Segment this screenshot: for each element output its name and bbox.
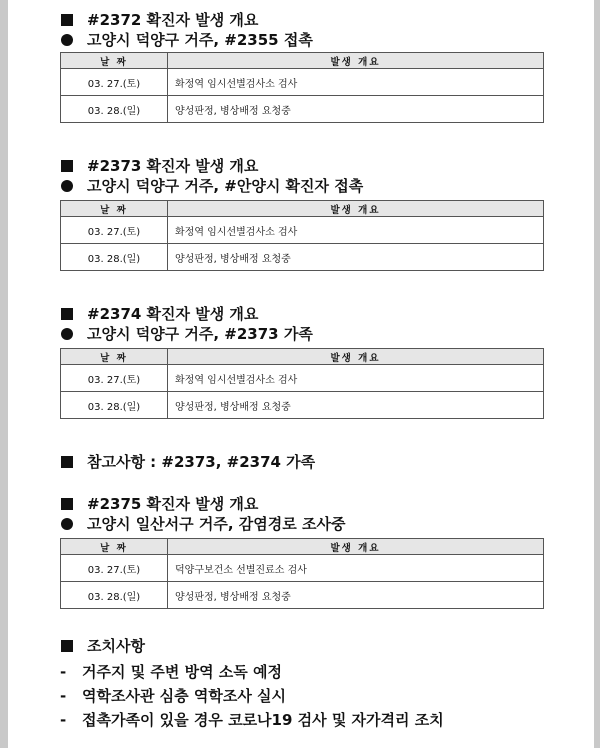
table-header-row bbox=[61, 53, 544, 69]
case-2374-heading bbox=[60, 304, 560, 344]
table-row bbox=[61, 582, 544, 609]
reference-note bbox=[60, 452, 315, 472]
case-title: #2373 확진자 발생 개요 bbox=[87, 157, 259, 175]
case-title: #2372 확진자 발생 개요 bbox=[87, 11, 259, 29]
dash-bullet-icon: - bbox=[60, 711, 67, 729]
row-event: 양성판정, 병상배정 요청중 bbox=[168, 96, 544, 123]
table-header-row bbox=[61, 539, 544, 555]
row-date: 03. 28.(일) bbox=[61, 392, 168, 419]
list-item: - 접촉가족이 있을 경우 코로나19 검사 및 자가격리 조치 bbox=[60, 708, 580, 732]
circle-bullet-icon bbox=[61, 34, 73, 46]
case-detail: 고양시 덕양구 거주, #2355 접촉 bbox=[87, 31, 313, 49]
date-column-header: 날 짜 bbox=[61, 349, 168, 365]
square-bullet-icon bbox=[61, 640, 73, 652]
measures-title: 조치사항 bbox=[87, 637, 145, 655]
case-detail: 고양시 일산서구 거주, 감염경로 조사중 bbox=[87, 515, 346, 533]
overview-column-header: 발생 개요 bbox=[168, 349, 544, 365]
case-2375-heading bbox=[60, 494, 560, 534]
row-event: 양성판정, 병상배정 요청중 bbox=[168, 392, 544, 419]
square-bullet-icon bbox=[61, 160, 73, 172]
table-header-row bbox=[61, 201, 544, 217]
row-date: 03. 28.(일) bbox=[61, 244, 168, 271]
row-date: 03. 27.(토) bbox=[61, 555, 168, 582]
page-frame-left bbox=[0, 0, 8, 748]
square-bullet-icon bbox=[61, 14, 73, 26]
row-event: 양성판정, 병상배정 요청중 bbox=[168, 582, 544, 609]
list-item: - 역학조사관 심층 역학조사 실시 bbox=[60, 684, 580, 708]
row-event: 화정역 임시선별검사소 검사 bbox=[168, 365, 544, 392]
table-row bbox=[61, 365, 544, 392]
case-title: #2374 확진자 발생 개요 bbox=[87, 305, 259, 323]
row-date: 03. 28.(일) bbox=[61, 582, 168, 609]
table-row bbox=[61, 217, 544, 244]
overview-column-header: 발생 개요 bbox=[168, 53, 544, 69]
case-2373-table bbox=[60, 200, 544, 271]
row-event: 화정역 임시선별검사소 검사 bbox=[168, 217, 544, 244]
overview-column-header: 발생 개요 bbox=[168, 539, 544, 555]
dash-bullet-icon: - bbox=[60, 663, 67, 681]
measures-section bbox=[60, 636, 580, 732]
document-page bbox=[8, 0, 594, 748]
table-row bbox=[61, 69, 544, 96]
square-bullet-icon bbox=[61, 308, 73, 320]
row-event: 양성판정, 병상배정 요청중 bbox=[168, 244, 544, 271]
case-2375-table bbox=[60, 538, 544, 609]
case-2372-table bbox=[60, 52, 544, 123]
table-header-row bbox=[61, 349, 544, 365]
date-column-header: 날 짜 bbox=[61, 53, 168, 69]
overview-column-header: 발생 개요 bbox=[168, 201, 544, 217]
row-date: 03. 28.(일) bbox=[61, 96, 168, 123]
dash-bullet-icon: - bbox=[60, 687, 67, 705]
case-detail: 고양시 덕양구 거주, #2373 가족 bbox=[87, 325, 313, 343]
square-bullet-icon bbox=[61, 498, 73, 510]
measures-list bbox=[60, 660, 580, 732]
date-column-header: 날 짜 bbox=[61, 539, 168, 555]
date-column-header: 날 짜 bbox=[61, 201, 168, 217]
row-event: 덕양구보건소 선별진료소 검사 bbox=[168, 555, 544, 582]
case-2374-table bbox=[60, 348, 544, 419]
table-row bbox=[61, 392, 544, 419]
row-date: 03. 27.(토) bbox=[61, 365, 168, 392]
table-row bbox=[61, 555, 544, 582]
case-detail: 고양시 덕양구 거주, #안양시 확진자 접촉 bbox=[87, 177, 364, 195]
case-title: #2375 확진자 발생 개요 bbox=[87, 495, 259, 513]
circle-bullet-icon bbox=[61, 518, 73, 530]
circle-bullet-icon bbox=[61, 328, 73, 340]
table-row bbox=[61, 96, 544, 123]
reference-text: 참고사항 : #2373, #2374 가족 bbox=[87, 453, 316, 471]
page-frame-right bbox=[594, 0, 600, 748]
square-bullet-icon bbox=[61, 456, 73, 468]
row-event: 화정역 임시선별검사소 검사 bbox=[168, 69, 544, 96]
table-row bbox=[61, 244, 544, 271]
row-date: 03. 27.(토) bbox=[61, 69, 168, 96]
row-date: 03. 27.(토) bbox=[61, 217, 168, 244]
case-2372-heading bbox=[60, 10, 560, 50]
circle-bullet-icon bbox=[61, 180, 73, 192]
case-2373-heading bbox=[60, 156, 560, 196]
list-item: - 거주지 및 주변 방역 소독 예정 bbox=[60, 660, 580, 684]
